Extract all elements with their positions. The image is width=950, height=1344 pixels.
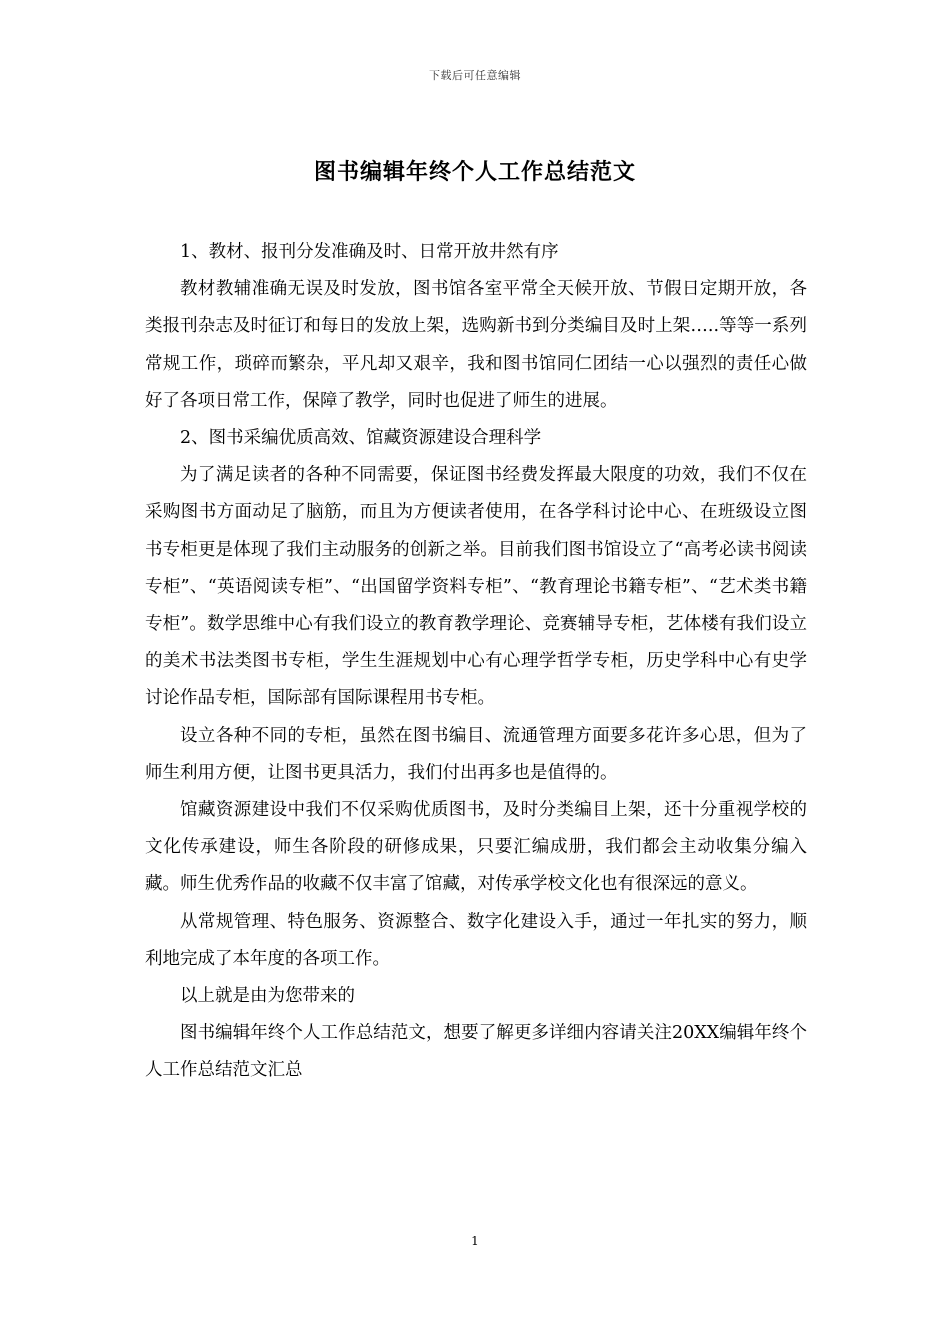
paragraph: 以上就是由为您带来的 <box>180 986 355 1007</box>
paragraph: 教材教辅准确无误及时发放，图书馆各室平常全天候开放、节假日定期开放，各类报刊杂志及时征订和每日的发放上架，选购新书到分类编目及时上架…..等等一系列常规工作，琐碎而繁杂，平凡却又艰辛，我和图书馆同仁团结一心以强烈的责任心做好了各项日常工作，保障了教学，同时也促进了师生的进展。 <box>145 279 807 411</box>
section-heading-1: 1、教材、报刊分发准确及时、日常开放井然有序 <box>180 242 559 262</box>
page-header: 下载后可任意编辑 <box>429 69 521 82</box>
paragraph: 馆藏资源建设中我们不仅采购优质图书，及时分类编目上架，还十分重视学校的文化传承建设，师生各阶段的研修成果，只要汇编成册，我们都会主动收集分编入藏。师生优秀作品的收藏不仅丰富了馆藏，对传承学校文化也有很深远的意义。 <box>145 800 807 895</box>
paragraph: 从常规管理、特色服务、资源整合、数字化建设入手，通过一年扎实的努力，顺利地完成了本年度的各项工作。 <box>145 911 807 969</box>
page-number: 1 <box>471 1234 479 1248</box>
section-heading-2: 2、图书采编优质高效、馆藏资源建设合理科学 <box>180 428 542 449</box>
paragraph: 图书编辑年终个人工作总结范文，想要了解更多详细内容请关注20XX编辑年终个人工作总结范文汇总 <box>145 1023 807 1081</box>
document-title: 图书编辑年终个人工作总结范文 <box>313 159 636 185</box>
paragraph: 设立各种不同的专柜，虽然在图书编目、流通管理方面要多花许多心思，但为了师生利用方便，让图书更具活力，我们付出再多也是值得的。 <box>145 725 807 783</box>
document-body <box>145 234 807 1090</box>
paragraph: 为了满足读者的各种不同需要，保证图书经费发挥最大限度的功效，我们不仅在采购图书方面动足了脑筋，而且为方便读者使用，在各学科讨论中心、在班级设立图书专柜更是体现了我们主动服务的创新之举。目前我们图书馆设立了“高考必读书阅读专柜”、“英语阅读专柜”、“出国留学资料专柜”、“教育理论书籍专柜”、“艺术类书籍专柜”。数学思维中心有我们设立的教育教学理论、竞赛辅导专柜，艺体楼有我们设立的美术书法类图书专柜，学生生涯规划中心有心理学哲学专柜，历史学科中心有史学讨论作品专柜，国际部有国际课程用书专柜。 <box>145 465 807 709</box>
